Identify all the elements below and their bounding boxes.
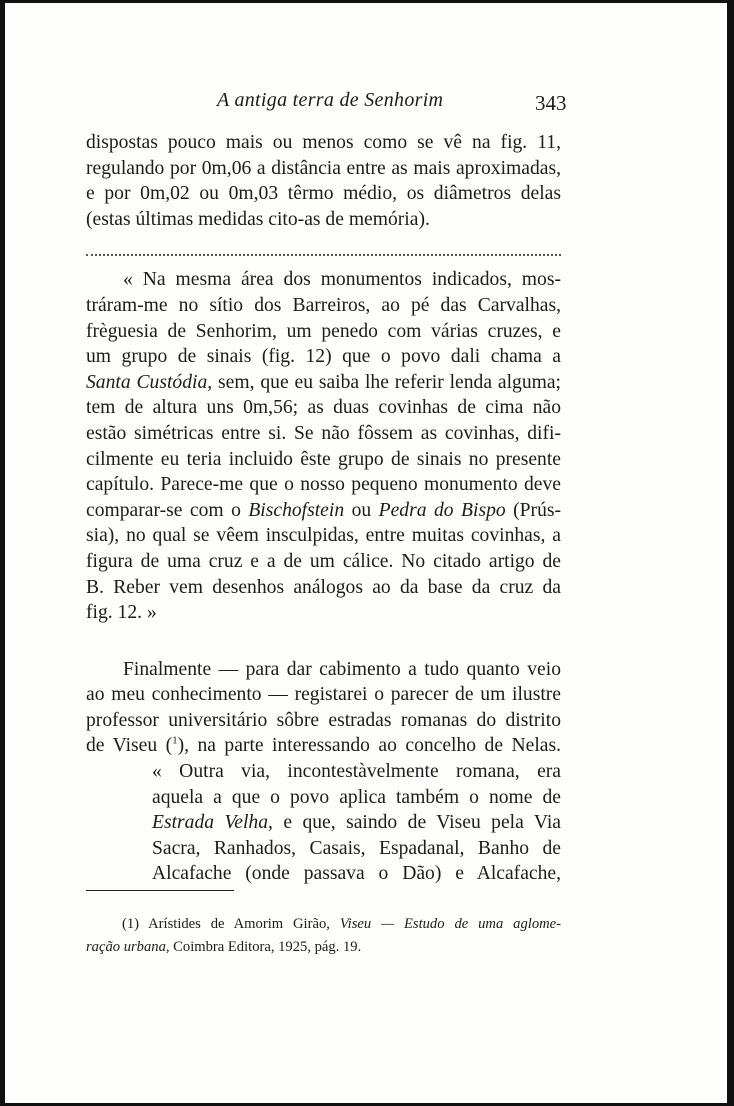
text-line: figura de uma cruz e a de um cálice. No citado artigo de xyxy=(86,550,561,572)
footnotes xyxy=(86,913,561,959)
footnote-line xyxy=(86,936,561,959)
text-line xyxy=(86,370,561,396)
paragraph-gap xyxy=(86,626,561,651)
text-line: capítulo. Parece-me que o nosso pequeno monumento deve xyxy=(86,474,561,496)
text-line: ao meu conhecimento — registarei o parecer de um ilustre xyxy=(86,684,561,706)
text-line: Sacra, Ranhados, Casais, Espadanal, Banho de xyxy=(152,837,561,859)
inset-quotation xyxy=(86,759,561,887)
footnote-ref: 1 xyxy=(172,734,178,747)
italic-title: Viseu — Estudo de uma aglome- xyxy=(339,916,562,932)
footnote xyxy=(86,913,561,936)
text-run: Arístides de Amorim Girão, xyxy=(139,916,340,932)
text-run: de Viseu ( xyxy=(86,735,173,757)
text-line: professor universitário sôbre estradas romanas do distrito xyxy=(86,709,561,731)
text-line: dispostas pouco mais ou menos como se vê na fig. 11, xyxy=(86,132,561,153)
text-line: regulando por 0m,06 a distância entre as mais aproximadas, xyxy=(86,157,561,179)
text-line: aquela a que o povo aplica também o nome de xyxy=(152,786,561,808)
text-line: (estas últimas medidas cito-as de memória). xyxy=(86,208,430,230)
paragraph-continued xyxy=(86,130,561,232)
italic-term: Pedra do Bispo xyxy=(378,499,506,521)
text-line: « Outra via, incontestàvelmente romana, era xyxy=(152,761,561,783)
text-line: tráram-me no sítio dos Barreiros, ao pé das Carvalhas, xyxy=(86,294,561,316)
text-line: « Na mesma área dos monumentos indicados, mos- xyxy=(123,269,561,291)
page-number: 343 xyxy=(535,91,567,115)
italic-term: Bischofstein xyxy=(248,499,345,521)
text-run: ou xyxy=(344,499,379,521)
text-line xyxy=(86,733,561,759)
text-line: fig. 12. » xyxy=(86,602,157,624)
text-line: tem de altura uns 0m,56; as duas covinhas de cima não xyxy=(86,397,561,419)
italic-term: Santa Custódia, xyxy=(86,371,213,393)
text-line: e por 0m,02 ou 0m,03 têrmo médio, os diâmetros delas xyxy=(86,183,561,205)
quoted-paragraph xyxy=(86,267,561,625)
text-run: Coimbra Editora, 1925, pág. 19. xyxy=(169,939,362,955)
running-header xyxy=(5,89,727,117)
paragraph xyxy=(86,657,561,759)
footnote-rule xyxy=(86,890,234,891)
text-run: (Prús- xyxy=(505,499,562,521)
text-run: sem, que eu saiba lhe referir lenda alguma; xyxy=(212,371,561,393)
text-line xyxy=(86,498,561,524)
text-line: Finalmente — para dar cabimento a tudo quanto veio xyxy=(123,658,561,680)
text-line xyxy=(152,810,561,836)
text-line: um grupo de sinais (fig. 12) que o povo dali chama a xyxy=(86,346,561,368)
footnote-continued xyxy=(86,936,561,959)
footnote-marker: (1) xyxy=(122,916,140,932)
text-line: B. Reber vem desenhos análogos ao da base da cruz da xyxy=(86,576,561,598)
running-title: A antiga terra de Senhorim xyxy=(217,89,444,111)
text-run: e que, saindo de Viseu pela Via xyxy=(272,812,561,834)
text-run: comparar-se com o xyxy=(86,499,249,521)
ellipsis-divider xyxy=(86,246,561,256)
text-line: estão simétricas entre si. Se não fôssem as covinhas, difi- xyxy=(86,422,561,444)
text-line: cilmente eu teria incluido êste grupo de sinais no presente xyxy=(86,448,561,470)
text-run: ), na parte interessando ao concelho de Nelas. xyxy=(177,735,561,757)
text-line: sia), no qual se vêem insculpidas, entre muitas covinhas, a xyxy=(86,525,561,547)
footnote-line xyxy=(122,913,561,936)
text-line: frèguesia de Senhorim, um penedo com várias cruzes, e xyxy=(86,320,561,342)
body-text xyxy=(86,130,561,887)
italic-title: ração urbana, xyxy=(86,939,170,955)
text-line: Alcafache (onde passava o Dão) e Alcafache, xyxy=(152,863,561,885)
italic-term: Estrada Velha, xyxy=(152,812,273,834)
